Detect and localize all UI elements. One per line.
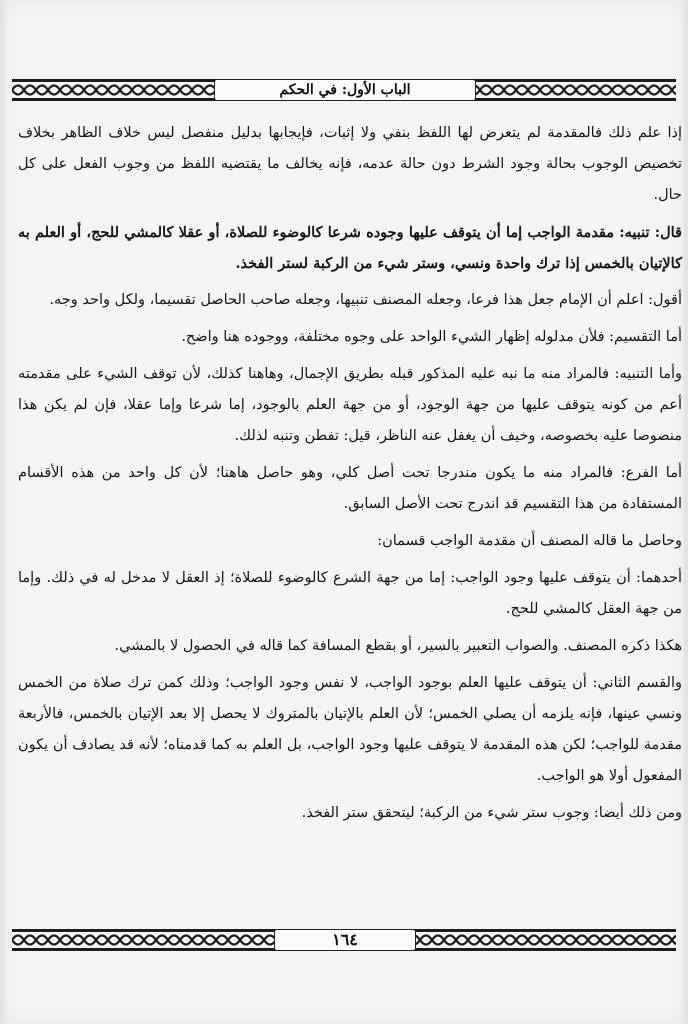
paragraph-rule: قال: تنبيه: مقدمة الواجب إما أن يتوقف عليها وجوده شرعا كالوضوء للصلاة، أو عقلا كالمشي للحج، أو العلم به كالإتيان بالخمس إذا ترك واحدة ونسي، وستر شيء من الركبة لستر الفخذ. [18,224,682,272]
paragraph: أحدهما: أن يتوقف عليها وجود الواجب: إما من جهة الشرع كالوضوء للصلاة؛ إذ العقل لا مدخل له في ذلك. وإما من جهة العقل كالمشي للحج. [18,570,682,617]
paragraph: والقسم الثاني: أن يتوقف عليها العلم بوجود الواجب، لا نفس وجود الواجب؛ وذلك كمن ترك صلاة من الخمس ونسي عينها، فإنه يلزمه أن يصلي الخمس؛ لأن العلم بالإتيان بالمتروك لا يحصل إلا بعد الإتيان بالخمس، فالأربعة مقدمة للواجب؛ لكن هذه المقدمة لا يتوقف عليها وجود الواجب، بل العلم به كما قدمناه؛ لأنه قد يصادف أن يكون المفعول أولا هو الواجب. [18,675,682,784]
header-ornament-band [12,78,676,102]
paragraph: إذا علم ذلك فالمقدمة لم يتعرض لها اللفظ بنفي ولا إثبات، فإيجابها بدليل منفصل ليس خلاف الظاهر بخلاف تخصيص الوجوب بحالة وجود الشرط دون حالة عدمه، فإنه يخالف ما يقتضيه اللفظ من وجوب الفعل على كل حال. [18,125,682,203]
chapter-title: الباب الأول: في الحكم [214,79,476,101]
paragraph: أما الفرع: فالمراد منه ما يكون مندرجا تحت أصل كلي، وهو حاصل هاهنا؛ لأن كل واحد من هذه الأقسام المستفادة من هذا التقسيم قد اندرج تحت الأصل السابق. [18,465,682,512]
page-number: ١٦٤ [274,929,416,951]
book-page [4,0,684,1024]
paragraph: ومن ذلك أيضا: وجوب ستر شيء من الركبة؛ ليتحقق ستر الفخذ. [301,805,682,821]
text-body [18,118,682,835]
paragraph: أقول: اعلم أن الإمام جعل هذا فرعا، وجعله المصنف تنبيها، وجعله صاحب الحاصل تقسيما، ولكل واحد وجه. [49,292,682,308]
paragraph: وحاصل ما قاله المصنف أن مقدمة الواجب قسمان: [377,533,682,549]
paragraph: أما التقسيم: فلأن مدلوله إظهار الشيء الواحد على وجوه مختلفة، ووجوده هنا واضح. [181,329,682,345]
paragraph: وأما التنبيه: فالمراد منه ما نبه عليه المذكور قبله بطريق الإجمال، وهاهنا كذلك، لأن توقف الشيء على مقدمته أعم من كونه يتوقف عليها من جهة الوجود، أو من جهة العلم بالوجود، إما شرعا وإما عقلا، فإن لم يكن هذا منصوصا عليه بخصوصه، وخيف أن يغفل عنه الناظر، قيل: تفطن وتنبه لذلك. [18,366,682,444]
footer-ornament-band [12,928,676,952]
paragraph: هكذا ذكره المصنف. والصواب التعبير بالسير، أو بقطع المسافة كما قاله في الحصول لا بالمشي. [114,638,682,654]
